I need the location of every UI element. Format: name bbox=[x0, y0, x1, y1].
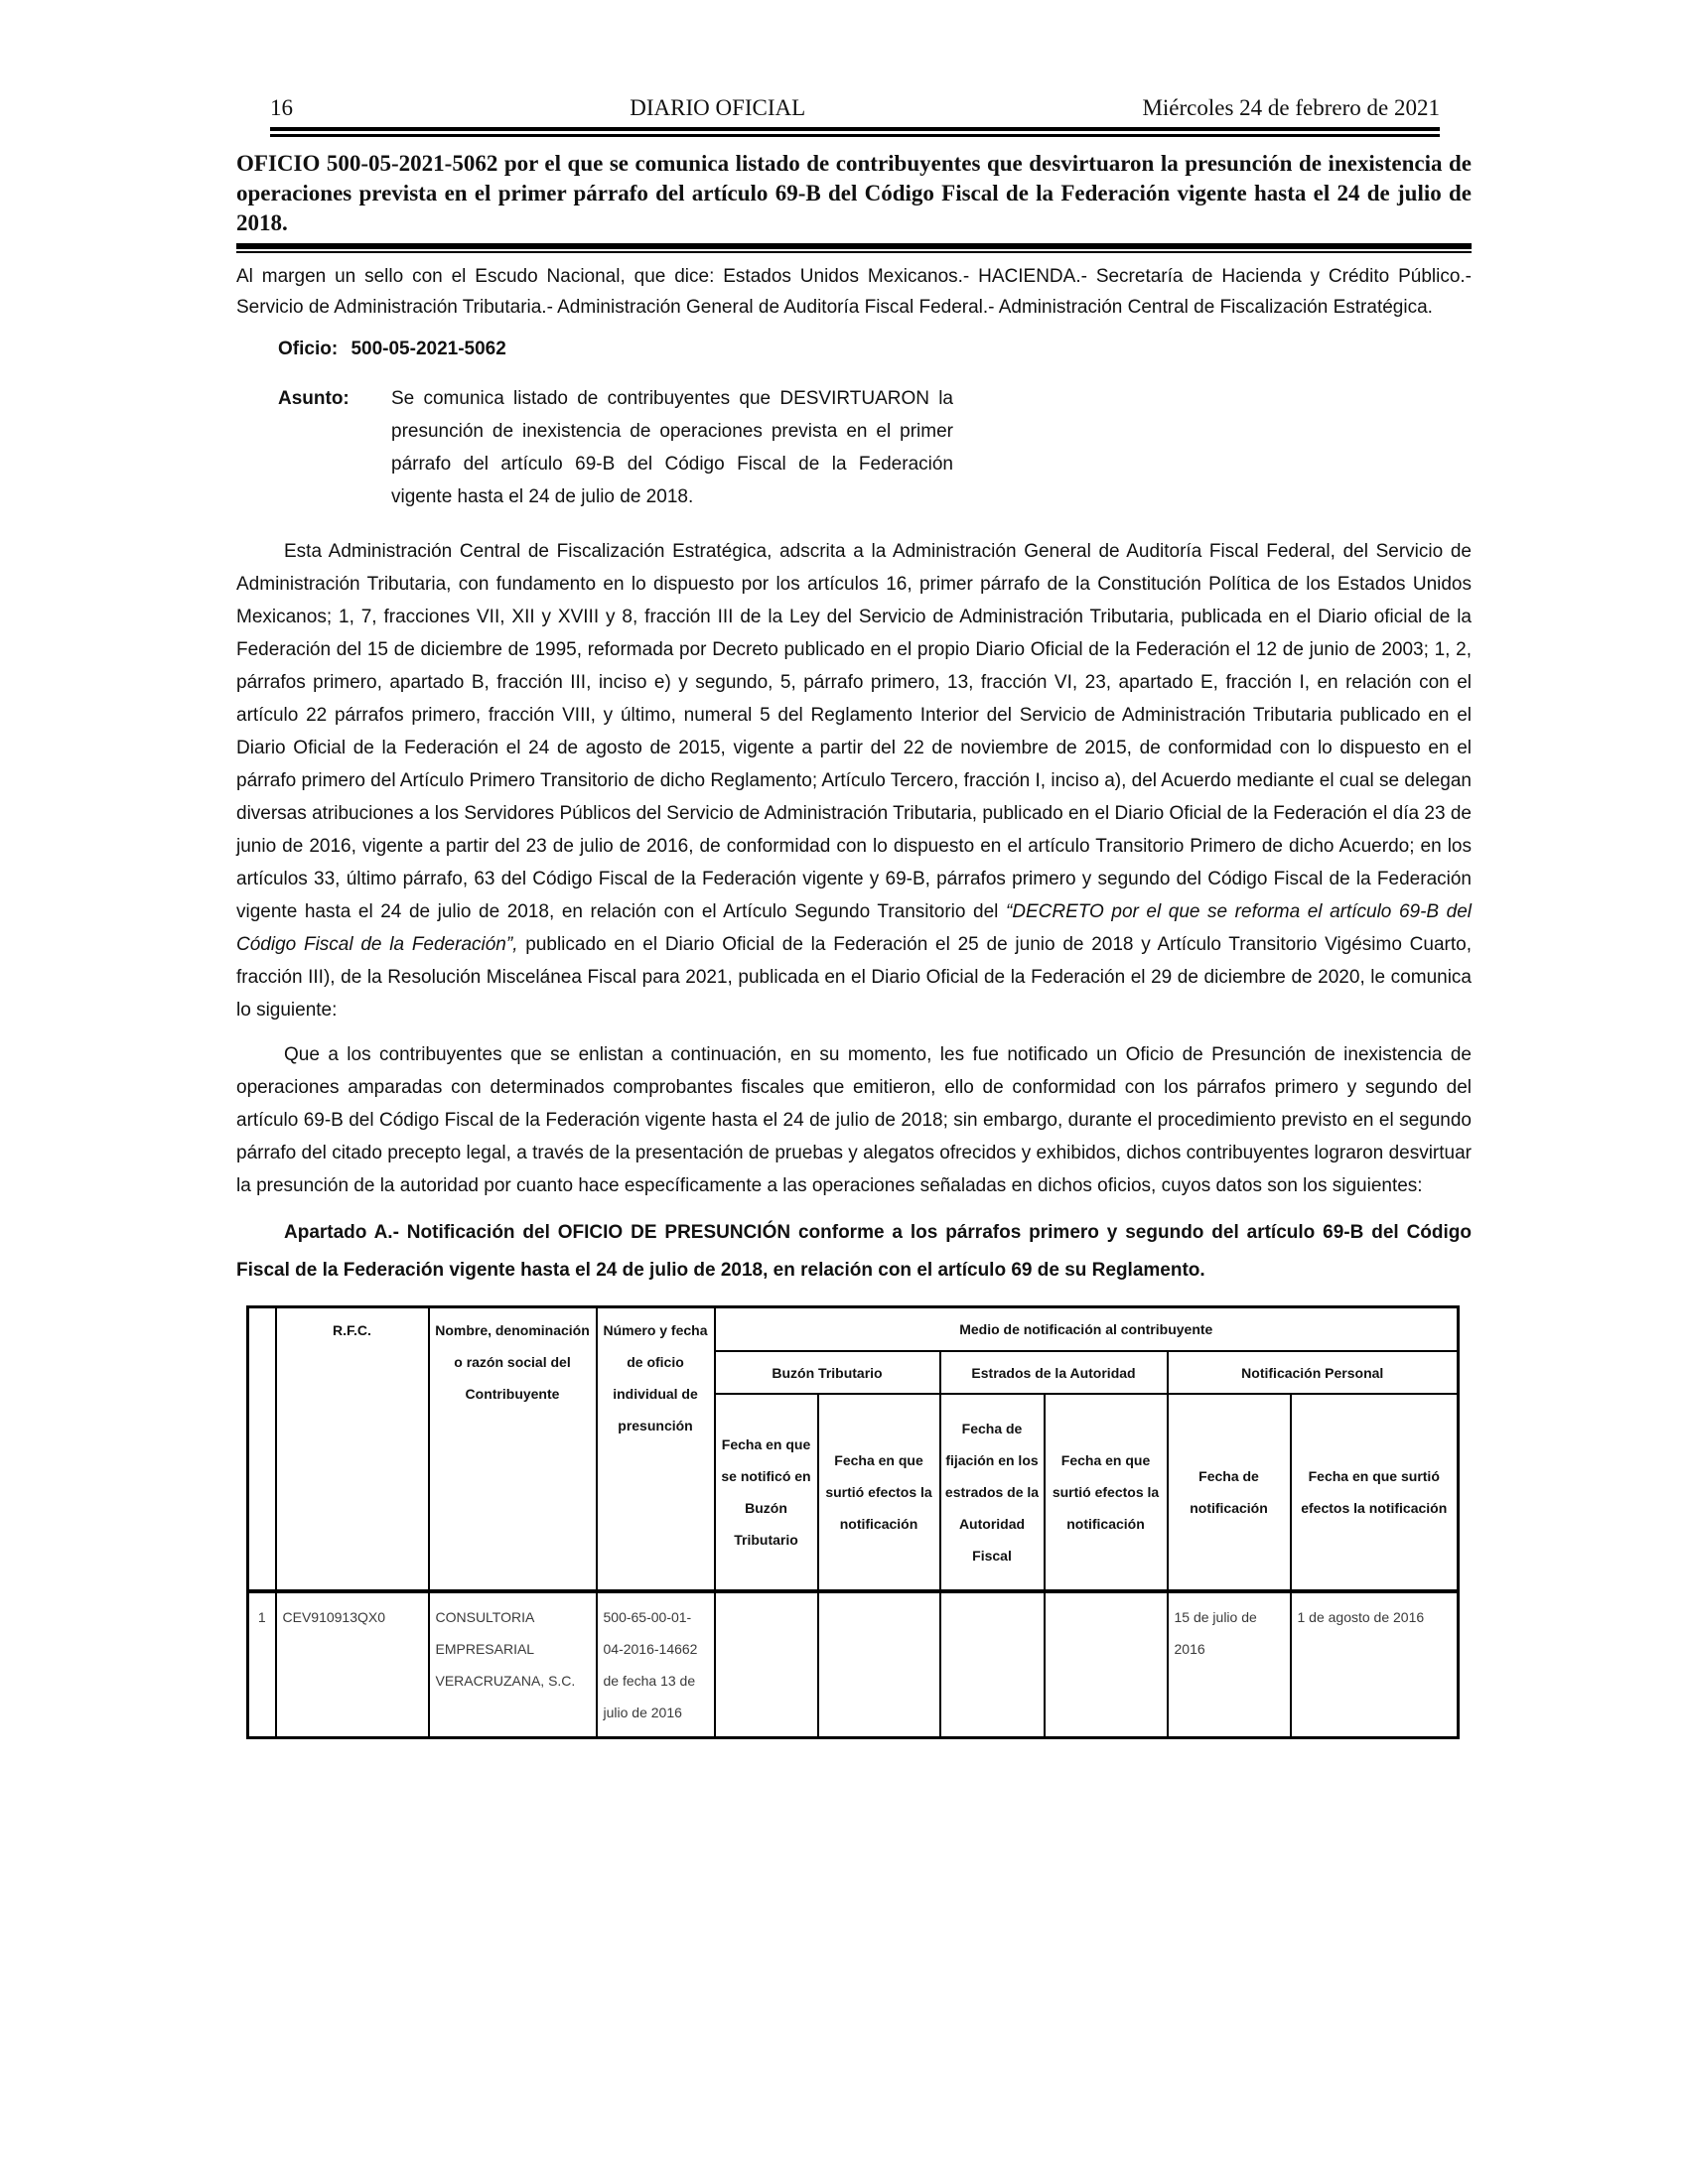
cell-personal-fecha: 15 de julio de 2016 bbox=[1168, 1591, 1291, 1738]
cell-buzon-efectos bbox=[818, 1591, 940, 1738]
cell-estrados-efectos bbox=[1045, 1591, 1168, 1738]
contribuyentes-paragraph: Que a los contribuyentes que se enlistan a continuación, en su momento, les fue notificado un Oficio de Presunción de inexistencia de operaciones amparadas con determinados comprobantes fiscales que emitieron, ello de conformidad con los párrafos primero y segundo del artículo 69-B del Código Fiscal de la Federación vigente hasta el 24 de julio de 2018; sin embargo, durante el procedimiento previsto en el segundo párrafo del citado precepto legal, a través de la presentación de pruebas y alegatos ofrecidos y exhibidos, dichos contribuyentes lograron desvirtuar la presunción de la autoridad por cuanto hace específicamente a las operaciones señaladas en dichos oficios, cuyos datos son los siguientes: bbox=[236, 1044, 1472, 1196]
oficio-number: 500-05-2021-5062 bbox=[351, 339, 506, 359]
personal-fecha-notificacion-header: Fecha de notificación bbox=[1168, 1394, 1291, 1591]
decreto-italic-citation: “DECRETO por el que se reforma el artículo 69-B del Código Fiscal de la Federación”, bbox=[236, 901, 1473, 955]
personal-surtio-efectos-header: Fecha en que surtió efectos la notificación bbox=[1291, 1394, 1459, 1591]
col-nombre-header: Nombre, denominación o razón social del Contribuyente bbox=[429, 1307, 597, 1592]
estrados-fecha-fijacion-header: Fecha de fijación en los estrados de la Autoridad Fiscal bbox=[940, 1394, 1045, 1591]
buzon-tributario-header: Buzón Tributario bbox=[715, 1351, 940, 1394]
apartado-a-heading: Apartado A.- Notificación del OFICIO DE PRESUNCIÓN conforme a los párrafos primero y segundo del artículo 69-B del Código Fiscal de la Federación vigente hasta el 24 de julio de 2018, en relación con el artículo 69 de su Reglamento. bbox=[236, 1222, 1472, 1281]
cell-rfc: CEV910913QX0 bbox=[276, 1591, 429, 1738]
cell-estrados-fecha bbox=[940, 1591, 1045, 1738]
issue-date: Miércoles 24 de febrero de 2021 bbox=[1142, 95, 1440, 120]
table-row bbox=[248, 1591, 1459, 1738]
col-index-header bbox=[248, 1307, 276, 1592]
buzon-fecha-notifico-header: Fecha en que se notificó en Buzón Tributario bbox=[715, 1394, 818, 1591]
header-rule bbox=[270, 127, 1440, 137]
cell-buzon-fecha bbox=[715, 1591, 818, 1738]
margin-note: Al margen un sello con el Escudo Nacional, que dice: Estados Unidos Mexicanos.- HACIENDA.- Secretaría de Hacienda y Crédito Público.- Servicio de Administración Tributaria.- Administración General de Auditoría Fiscal Federal.- Administración Central de Fiscalización Estratégica. bbox=[236, 266, 1472, 318]
buzon-surtio-efectos-header: Fecha en que surtió efectos la notificación bbox=[818, 1394, 940, 1591]
document-title: OFICIO 500-05-2021-5062 por el que se comunica listado de contribuyentes que desvirtuaron la presunción de inexistencia de operaciones prevista en el primer párrafo del artículo 69-B del Código Fiscal de la Federación vigente hasta el 24 de julio de 2018. bbox=[236, 151, 1472, 235]
page-number: 16 bbox=[270, 95, 293, 120]
oficio-line bbox=[278, 339, 1472, 360]
page-content bbox=[236, 0, 1472, 1739]
asunto-block bbox=[278, 382, 1472, 513]
legal-basis-part1: Esta Administración Central de Fiscalización Estratégica, adscrita a la Administración General de Auditoría Fiscal Federal, del Servicio de Administración Tributaria, con fundamento en lo dispuesto por los artículos 16, primer párrafo de la Constitución Política de los Estados Unidos Mexicanos; 1, 7, fracciones VII, XII y XVIII y 8, fracción III de la Ley del Servicio de Administración Tributaria, publicada en el Diario oficial de la Federación del 15 de diciembre de 1995, reformada por Decreto publicado en el propio Diario Oficial de la Federación el 12 de junio de 2003; 1, 2, párrafos primero, apartado B, fracción III, inciso e) y segundo, 5, párrafo primero, 13, fracción VI, 23, apartado E, fracción I, en relación con el artículo 22 párrafos primero, fracción VIII, y último, numeral 5 del Reglamento Interior del Servicio de Administración Tributaria publicado en el Diario Oficial de la Federación el 24 de agosto de 2015, vigente a partir del 22 de noviembre de 2015, de conformidad con lo dispuesto en el párrafo primero del Artículo Primero Transitorio de dicho Reglamento; Artículo Tercero, fracción I, inciso a), del Acuerdo mediante el cual se delegan diversas atribuciones a los Servidores Públicos del Servicio de Administración Tributaria, publicado en el Diario Oficial de la Federación el día 23 de junio de 2016, vigente a partir del 23 de julio de 2016, de conformidad con lo dispuesto en el artículo Transitorio Primero de dicho Acuerdo; en los artículos 33, último párrafo, 63 del Código Fiscal de la Federación vigente y 69-B, párrafos primero y segundo del Código Fiscal de la Federación vigente hasta el 24 de julio de 2018, en relación con el Artículo Segundo Transitorio del bbox=[236, 541, 1472, 922]
notificacion-personal-header: Notificación Personal bbox=[1168, 1351, 1459, 1394]
cell-index: 1 bbox=[248, 1591, 276, 1738]
estrados-autoridad-header: Estrados de la Autoridad bbox=[940, 1351, 1168, 1394]
running-head bbox=[270, 95, 1440, 121]
header-rule-bottom-line bbox=[270, 134, 1440, 137]
asunto-text: Se comunica listado de contribuyentes que DESVIRTUARON la presunción de inexistencia de operaciones prevista en el primer párrafo del artículo 69-B del Código Fiscal de la Federación vigente hasta el 24 de julio de 2018. bbox=[391, 388, 953, 507]
col-rfc-header: R.F.C. bbox=[276, 1307, 429, 1592]
header-rule-top-line bbox=[270, 127, 1440, 131]
asunto-label: Asunto: bbox=[278, 388, 350, 409]
legal-basis-paragraph bbox=[236, 535, 1472, 1026]
title-rule bbox=[236, 243, 1472, 253]
cell-numero-oficio: 500-65-00-01-04-2016-14662 de fecha 13 de julio de 2016 bbox=[597, 1591, 715, 1738]
cell-personal-efectos: 1 de agosto de 2016 bbox=[1291, 1591, 1459, 1738]
estrados-surtio-efectos-header: Fecha en que surtió efectos la notificación bbox=[1045, 1394, 1168, 1591]
notification-table bbox=[246, 1305, 1460, 1739]
table-header bbox=[248, 1307, 1459, 1592]
title-rule-thick-line bbox=[236, 243, 1472, 249]
oficio-label: Oficio: bbox=[278, 339, 339, 359]
title-rule-thin-line bbox=[236, 251, 1472, 253]
medio-notificacion-header: Medio de notificación al contribuyente bbox=[715, 1307, 1459, 1352]
publication-title: DIARIO OFICIAL bbox=[630, 95, 806, 120]
legal-basis-part2: publicado en el Diario Oficial de la Federación el 25 de junio de 2018 y Artículo Transitorio Vigésimo Cuarto, fracción III), de la Resolución Miscelánea Fiscal para 2021, publicada en el Diario Oficial de la Federación el 29 de diciembre de 2020, le comunica lo siguiente: bbox=[236, 934, 1472, 1021]
col-numero-header: Número y fecha de oficio individual de presunción bbox=[597, 1307, 715, 1592]
cell-nombre: CONSULTORIA EMPRESARIAL VERACRUZANA, S.C. bbox=[429, 1591, 597, 1738]
